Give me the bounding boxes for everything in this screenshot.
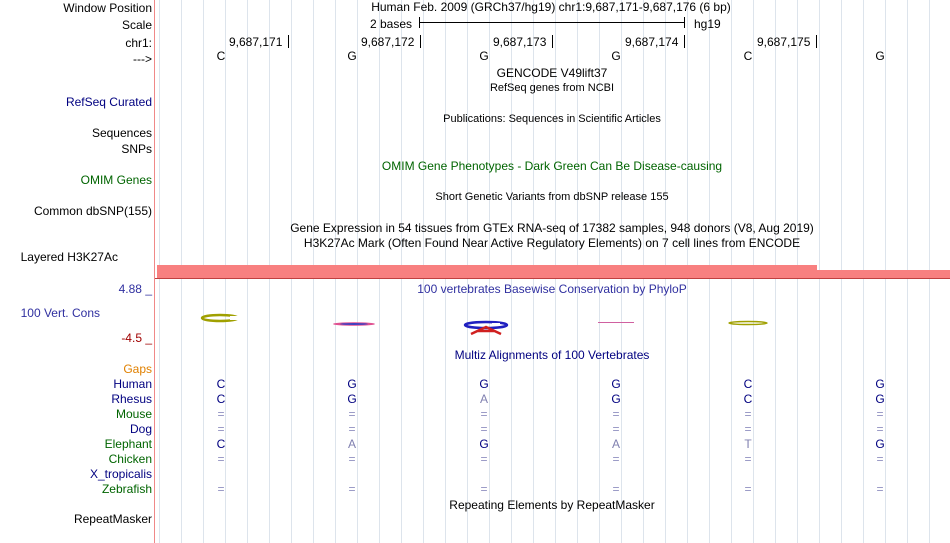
publications-track-title[interactable]: Publications: Sequences in Scientific Articles (443, 113, 661, 125)
scale-bar (419, 22, 684, 23)
scale-bar-right-cap (684, 17, 685, 28)
strand-label: ---> (133, 52, 152, 66)
omim-track-label[interactable]: OMIM Genes (80, 173, 152, 187)
ruler-tick (552, 35, 553, 48)
sequence-base: C (743, 49, 753, 63)
logo-glyph-g-a (465, 322, 507, 334)
species-label-rhesus[interactable]: Rhesus (111, 392, 152, 406)
conservation-logo (155, 310, 950, 340)
alignment-base: = (876, 452, 884, 466)
h3k27ac-track-title[interactable]: H3K27Ac Mark (Often Found Near Active Regulatory Elements) on 7 cell lines from ENCODE (303, 236, 801, 250)
alignment-base: = (876, 407, 884, 421)
alignment-base: G (875, 377, 885, 391)
alignment-base: G (611, 392, 621, 406)
scale-bases: 2 bases (370, 17, 413, 31)
gtex-track-title[interactable]: Gene Expression in 54 tissues from GTEx RNA-seq of 17382 samples, 948 donors (V8, Aug 2019) (290, 221, 814, 235)
alignment-base: = (348, 482, 356, 496)
alignment-base: = (612, 482, 620, 496)
alignment-base: = (876, 482, 884, 496)
gencode-track-title[interactable]: GENCODE V49lift37 (496, 66, 608, 80)
refseq-track-label[interactable]: RefSeq Curated (65, 95, 152, 109)
track-label-column (0, 0, 154, 543)
alignment-base: C (216, 437, 226, 451)
alignment-base: = (744, 452, 752, 466)
alignment-base: G (875, 437, 885, 451)
species-label-zebrafish[interactable]: Zebrafish (101, 482, 152, 496)
alignment-base: G (875, 392, 885, 406)
sequence-base: C (216, 49, 226, 63)
species-label-chicken[interactable]: Chicken (108, 452, 152, 466)
track-image-area[interactable] (155, 0, 950, 543)
phylop-track-title[interactable]: 100 vertebrates Basewise Conservation by PhyloP (417, 282, 687, 296)
alignment-base: G (347, 392, 357, 406)
logo-glyph-c (202, 315, 240, 321)
repeatmasker-track-label[interactable]: RepeatMasker (73, 512, 152, 526)
cons-track-label[interactable]: 100 Vert. Cons (20, 306, 100, 320)
multiz-track-title[interactable]: Multiz Alignments of 100 Vertebrates (454, 348, 650, 362)
species-label-x-tropicalis[interactable]: X_tropicalis (89, 467, 152, 481)
alignment-base: = (217, 407, 225, 421)
chrom-label: chr1: (125, 36, 152, 50)
ruler-position: 9,687,172 (361, 35, 415, 49)
alignment-base: A (611, 437, 620, 451)
alignment-base: = (480, 452, 488, 466)
alignment-base: = (744, 407, 752, 421)
alignment-base: = (348, 452, 356, 466)
alignment-base: = (217, 422, 225, 436)
window-position-label: Window Position (63, 1, 152, 15)
alignment-base: C (743, 377, 753, 391)
alignment-base: = (348, 407, 356, 421)
species-label-elephant[interactable]: Elephant (104, 437, 152, 451)
refseq-track-subtitle: RefSeq genes from NCBI (489, 82, 615, 94)
ruler-tick (816, 35, 817, 48)
h3k27ac-signal-bar (157, 265, 817, 278)
phylop-max-value: 4.88 _ (118, 282, 152, 296)
h3k27ac-baseline (155, 278, 950, 279)
logo-glyph-g (333, 322, 375, 326)
ruler-tick (288, 35, 289, 48)
alignment-base: = (612, 452, 620, 466)
species-label-dog[interactable]: Dog (129, 422, 152, 436)
gaps-label[interactable]: Gaps (123, 362, 152, 376)
alignment-base: = (480, 482, 488, 496)
repeatmasker-track-title[interactable]: Repeating Elements by RepeatMasker (449, 498, 655, 512)
snps-track-label[interactable]: SNPs (121, 142, 152, 156)
alignment-base: = (348, 422, 356, 436)
alignment-base: C (743, 392, 753, 406)
logo-glyph-c-small (729, 322, 767, 325)
alignment-base: G (479, 437, 489, 451)
sequence-base: G (479, 49, 489, 63)
sequence-base: G (611, 49, 621, 63)
species-label-mouse[interactable]: Mouse (115, 407, 152, 421)
alignment-base: = (744, 482, 752, 496)
h3k27ac-track-label[interactable]: Layered H3K27Ac (20, 250, 118, 264)
alignment-base: = (744, 422, 752, 436)
dbsnp-track-title[interactable]: Short Genetic Variants from dbSNP release 155 (435, 191, 669, 203)
alignment-base: G (611, 377, 621, 391)
ruler-position: 9,687,173 (493, 35, 547, 49)
alignment-base: = (612, 407, 620, 421)
alignment-base: = (217, 452, 225, 466)
ruler-position: 9,687,174 (625, 35, 679, 49)
h3k27ac-signal-bar (817, 270, 950, 278)
sequence-base: G (347, 49, 357, 63)
alignment-base: A (479, 392, 488, 406)
alignment-base: = (876, 422, 884, 436)
scale-db: hg19 (694, 17, 721, 31)
alignment-base: T (744, 437, 752, 451)
omim-track-title[interactable]: OMIM Gene Phenotypes - Dark Green Can Be Disease-causing (381, 159, 723, 173)
alignment-base: G (479, 377, 489, 391)
ruler-position: 9,687,175 (757, 35, 811, 49)
ruler-tick (684, 35, 685, 48)
logo-glyph-g-faint (598, 322, 634, 323)
sequences-track-label[interactable]: Sequences (91, 126, 152, 140)
alignment-base: = (217, 482, 225, 496)
alignment-base: = (612, 422, 620, 436)
sequence-base: G (875, 49, 885, 63)
ruler-position: 9,687,171 (229, 35, 283, 49)
alignment-base: A (347, 437, 356, 451)
alignment-base: = (480, 407, 488, 421)
window-position-value: Human Feb. 2009 (GRCh37/hg19) chr1:9,687,171-9,687,176 (6 bp) (371, 0, 731, 14)
ruler-tick (420, 35, 421, 48)
scale-label: Scale (121, 18, 152, 32)
species-label-human[interactable]: Human (113, 377, 152, 391)
phylop-min-value: -4.5 _ (121, 331, 152, 345)
alignment-base: C (216, 392, 226, 406)
alignment-base: G (347, 377, 357, 391)
alignment-base: = (480, 422, 488, 436)
alignment-base: C (216, 377, 226, 391)
dbsnp-track-label[interactable]: Common dbSNP(155) (33, 204, 152, 218)
